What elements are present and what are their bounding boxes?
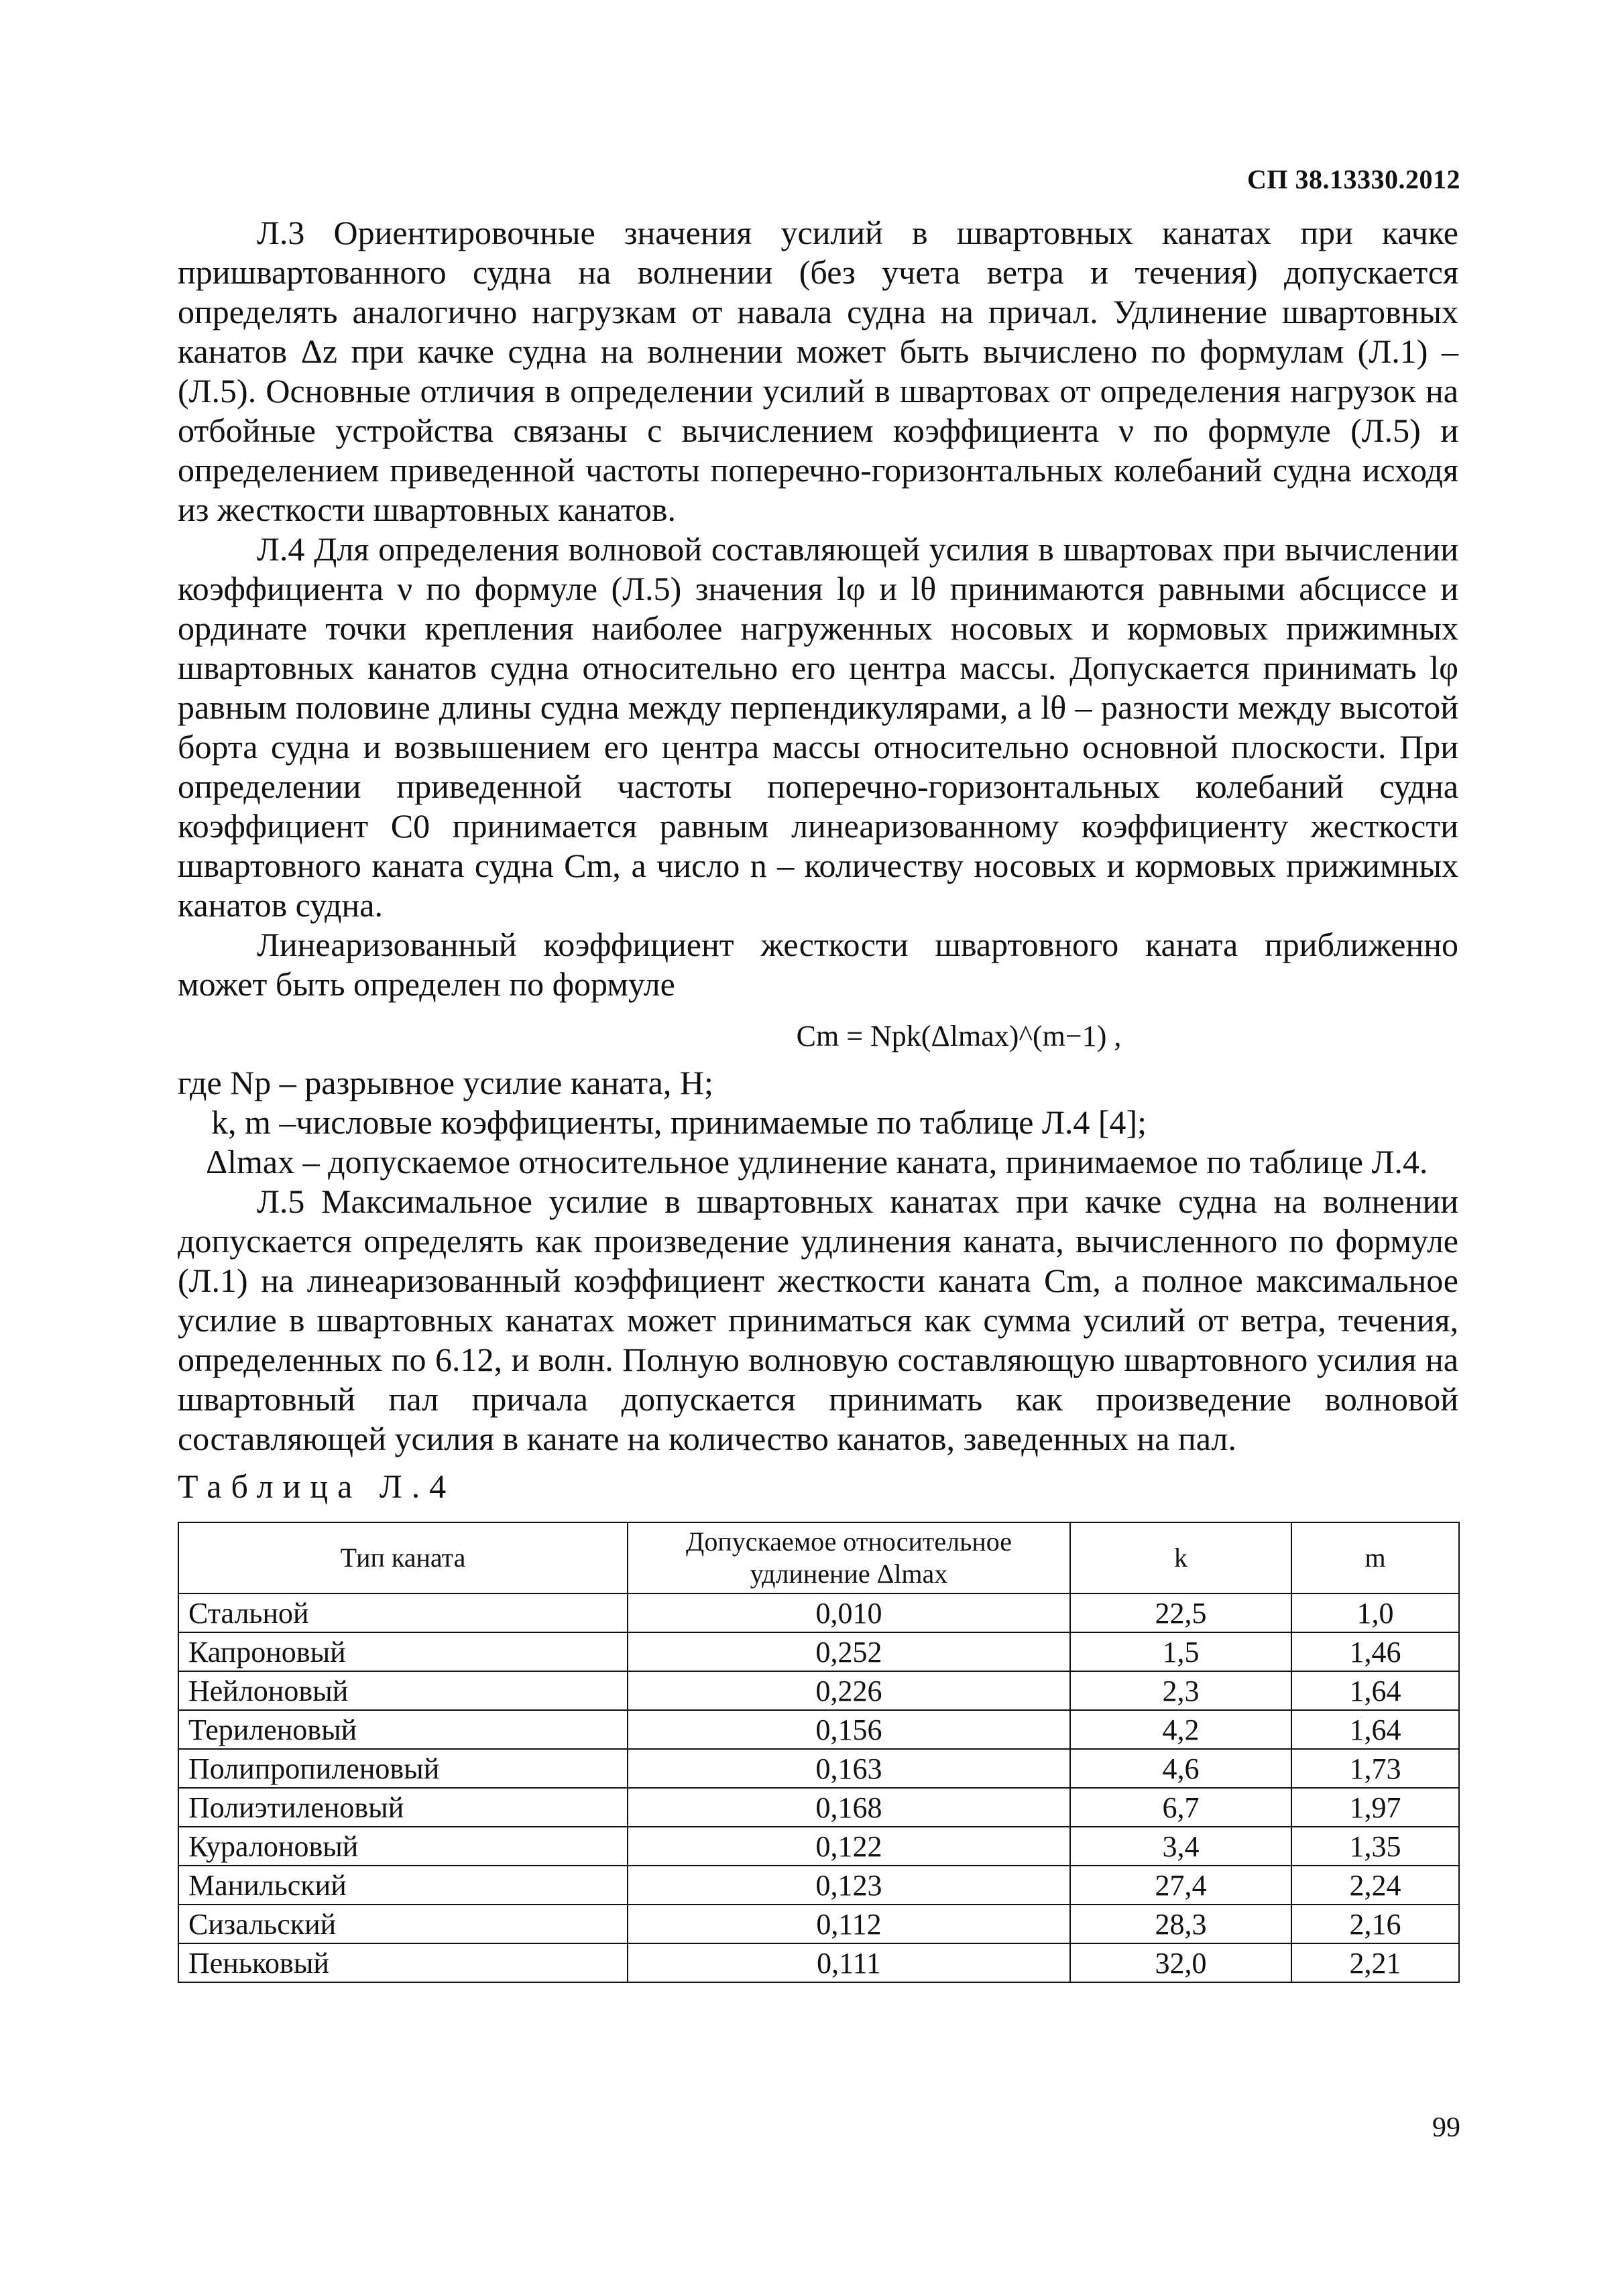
cell-elongation: 0,123 bbox=[628, 1866, 1070, 1905]
cell-m: 1,46 bbox=[1291, 1632, 1459, 1671]
table-row bbox=[178, 1632, 1459, 1671]
paragraph-l5: Л.5 Максимальное усилие в швартовных канатах при качке судна на волнении допускается определять как произведение удлинения каната, вычисленного по формуле (Л.1) на линеаризованный коэффициент жесткости каната Cm, а полное максимальное усилие в швартовных канатах может приниматься как сумма усилий от ветра, течения, определенных по 6.12, и волн. Полную волновую составляющую швартовного усилия на швартовный пал причала допускается принимать как произведение волновой составляющей усилия в канате на количество канатов, заведенных на пал. bbox=[178, 1183, 1458, 1457]
cell-rope-type: Стальной bbox=[178, 1593, 628, 1632]
header-m: m bbox=[1291, 1522, 1459, 1593]
cell-elongation: 0,168 bbox=[628, 1788, 1070, 1827]
page-number: 99 bbox=[1432, 2112, 1460, 2143]
cell-rope-type: Капроновый bbox=[178, 1632, 628, 1671]
cell-rope-type: Сизальский bbox=[178, 1905, 628, 1943]
cell-m: 1,73 bbox=[1291, 1749, 1459, 1788]
cell-rope-type: Куралоновый bbox=[178, 1827, 628, 1866]
cell-m: 1,64 bbox=[1291, 1671, 1459, 1710]
cell-k: 3,4 bbox=[1070, 1827, 1291, 1866]
rope-table bbox=[178, 1522, 1460, 1983]
cell-elongation: 0,122 bbox=[628, 1827, 1070, 1866]
legend-dlmax: Δlmax – допускаемое относительное удлинение каната, принимаемое по таблице Л.4. bbox=[206, 1143, 1428, 1181]
cell-elongation: 0,226 bbox=[628, 1671, 1070, 1710]
cell-rope-type: Манильский bbox=[178, 1866, 628, 1905]
cell-k: 2,3 bbox=[1070, 1671, 1291, 1710]
table-header-row bbox=[178, 1522, 1459, 1593]
paragraph-formula-intro: Линеаризованный коэффициент жесткости швартовного каната приближенно может быть определен по формуле bbox=[178, 926, 1458, 1003]
header-elongation: Допускаемое относительное удлинение Δlmax bbox=[628, 1522, 1070, 1593]
cell-rope-type: Полипропиленовый bbox=[178, 1749, 628, 1788]
table-row bbox=[178, 1905, 1459, 1943]
cell-elongation: 0,112 bbox=[628, 1905, 1070, 1943]
legend-np: где Np – разрывное усилие каната, Н; bbox=[178, 1064, 713, 1101]
cell-m: 2,21 bbox=[1291, 1943, 1459, 1982]
header-rope-type: Тип каната bbox=[178, 1522, 628, 1593]
table-row bbox=[178, 1943, 1459, 1982]
cell-k: 22,5 bbox=[1070, 1593, 1291, 1632]
document-body bbox=[178, 213, 1458, 1459]
cell-m: 2,16 bbox=[1291, 1905, 1459, 1943]
table-row bbox=[178, 1788, 1459, 1827]
cell-m: 1,97 bbox=[1291, 1788, 1459, 1827]
cell-elongation: 0,156 bbox=[628, 1710, 1070, 1749]
cell-k: 1,5 bbox=[1070, 1632, 1291, 1671]
legend-k-m: k, m –числовые коэффициенты, принимаемые по таблице Л.4 [4]; bbox=[211, 1103, 1147, 1141]
table-row bbox=[178, 1710, 1459, 1749]
formula-cm: Cm = Npk(Δlmax)^(m−1) , bbox=[796, 1020, 1122, 1052]
table-row bbox=[178, 1827, 1459, 1866]
paragraph-l4: Л.4 Для определения волновой составляющей усилия в швартовах при вычислении коэффициента ν по формуле (Л.5) значения lφ и lθ принимаются равными абсциссе и ординате точки крепления наиболее нагруженных носовых и кормовых прижимных швартовных канатов судна относительно его центра массы. Допускается принимать lφ равным половине длины судна между перпендикулярами, а lθ – разности между высотой борта судна и возвышением его центра массы относительно основной плоскости. При определении приведенной частоты поперечно-горизонтальных колебаний судна коэффициент C0 принимается равным линеаризованному коэффициенту жесткости швартовного каната судна Cm, а число n – количеству носовых и кормовых прижимных канатов судна. bbox=[178, 530, 1458, 924]
cell-k: 28,3 bbox=[1070, 1905, 1291, 1943]
document-header: СП 38.13330.2012 bbox=[1247, 164, 1460, 194]
cell-m: 1,0 bbox=[1291, 1593, 1459, 1632]
table-row bbox=[178, 1593, 1459, 1632]
cell-m: 1,35 bbox=[1291, 1827, 1459, 1866]
cell-m: 2,24 bbox=[1291, 1866, 1459, 1905]
cell-rope-type: Териленовый bbox=[178, 1710, 628, 1749]
cell-rope-type: Пеньковый bbox=[178, 1943, 628, 1982]
table-row bbox=[178, 1749, 1459, 1788]
table-row bbox=[178, 1866, 1459, 1905]
cell-elongation: 0,252 bbox=[628, 1632, 1070, 1671]
cell-elongation: 0,010 bbox=[628, 1593, 1070, 1632]
cell-rope-type: Нейлоновый bbox=[178, 1671, 628, 1710]
header-k: k bbox=[1070, 1522, 1291, 1593]
table-caption: Таблица Л.4 bbox=[178, 1467, 456, 1505]
cell-k: 4,6 bbox=[1070, 1749, 1291, 1788]
cell-rope-type: Полиэтиленовый bbox=[178, 1788, 628, 1827]
cell-elongation: 0,111 bbox=[628, 1943, 1070, 1982]
table-row bbox=[178, 1671, 1459, 1710]
cell-k: 27,4 bbox=[1070, 1866, 1291, 1905]
cell-k: 32,0 bbox=[1070, 1943, 1291, 1982]
cell-k: 4,2 bbox=[1070, 1710, 1291, 1749]
formula-legend bbox=[178, 1063, 1458, 1182]
cell-elongation: 0,163 bbox=[628, 1749, 1070, 1788]
paragraph-l3: Л.3 Ориентировочные значения усилий в швартовных канатах при качке пришвартованного судна на волнении (без учета ветра и течения) допускается определять аналогично нагрузкам от навала судна на причал. Удлинение швартовных канатов Δz при качке судна на волнении может быть вычислено по формулам (Л.1) – (Л.5). Основные отличия в определении усилий в швартовах от определения нагрузок на отбойные устройства связаны с вычислением коэффициента ν по формуле (Л.5) и определением приведенной частоты поперечно-горизонтальных колебаний судна исходя из жесткости швартовных канатов. bbox=[178, 214, 1458, 528]
cell-k: 6,7 bbox=[1070, 1788, 1291, 1827]
cell-m: 1,64 bbox=[1291, 1710, 1459, 1749]
